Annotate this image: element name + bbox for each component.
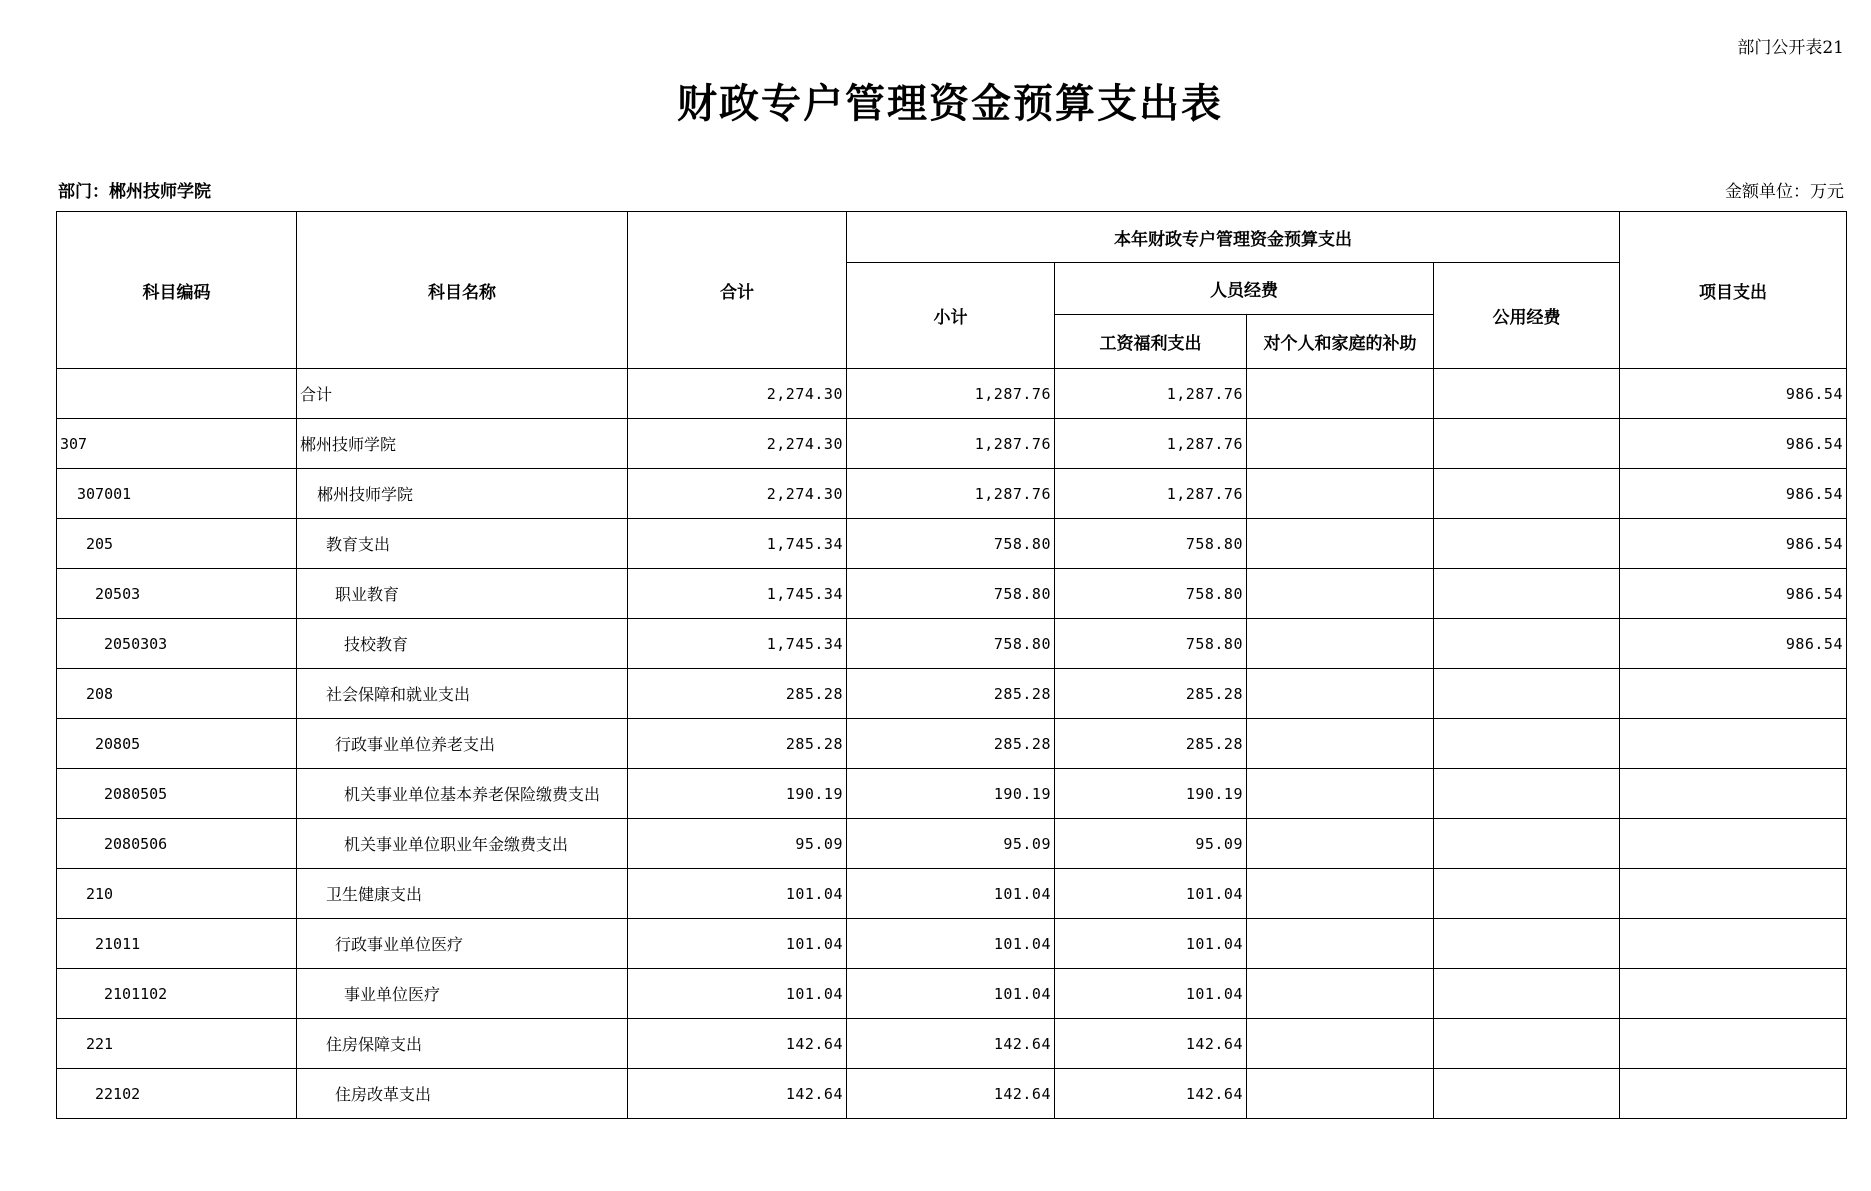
cell-salary: 101.04 <box>1055 969 1247 1019</box>
cell-salary: 1,287.76 <box>1055 369 1247 419</box>
cell-name: 机关事业单位职业年金缴费支出 <box>297 819 628 869</box>
cell-total: 1,745.34 <box>628 569 847 619</box>
cell-subsidy <box>1247 1069 1434 1119</box>
cell-subsidy <box>1247 369 1434 419</box>
header-subsidy: 对个人和家庭的补助 <box>1247 315 1434 369</box>
table-row <box>57 1019 1847 1069</box>
cell-code: 20503 <box>57 569 297 619</box>
cell-subsidy <box>1247 919 1434 969</box>
cell-total: 2,274.30 <box>628 469 847 519</box>
budget-table <box>56 211 1847 1119</box>
cell-public <box>1434 419 1620 469</box>
header-subtotal: 小计 <box>847 263 1055 369</box>
table-row <box>57 369 1847 419</box>
cell-public <box>1434 719 1620 769</box>
cell-total: 2,274.30 <box>628 369 847 419</box>
cell-total: 1,745.34 <box>628 519 847 569</box>
cell-salary: 101.04 <box>1055 869 1247 919</box>
cell-project: 986.54 <box>1620 619 1847 669</box>
cell-public <box>1434 369 1620 419</box>
cell-subtotal: 758.80 <box>847 569 1055 619</box>
cell-subtotal: 758.80 <box>847 519 1055 569</box>
table-row <box>57 819 1847 869</box>
header-code: 科目编码 <box>57 212 297 369</box>
cell-subsidy <box>1247 719 1434 769</box>
cell-subtotal: 101.04 <box>847 869 1055 919</box>
cell-project <box>1620 1069 1847 1119</box>
cell-subsidy <box>1247 769 1434 819</box>
cell-subtotal: 1,287.76 <box>847 469 1055 519</box>
table-row <box>57 769 1847 819</box>
cell-subsidy <box>1247 819 1434 869</box>
cell-subsidy <box>1247 469 1434 519</box>
cell-project <box>1620 669 1847 719</box>
cell-name: 事业单位医疗 <box>297 969 628 1019</box>
cell-salary: 758.80 <box>1055 569 1247 619</box>
cell-subsidy <box>1247 669 1434 719</box>
page-title: 财政专户管理资金预算支出表 <box>677 80 1223 127</box>
header-group: 本年财政专户管理资金预算支出 <box>847 212 1620 263</box>
cell-public <box>1434 769 1620 819</box>
table-row <box>57 969 1847 1019</box>
cell-project <box>1620 919 1847 969</box>
cell-subsidy <box>1247 569 1434 619</box>
cell-public <box>1434 669 1620 719</box>
cell-project: 986.54 <box>1620 369 1847 419</box>
cell-salary: 142.64 <box>1055 1069 1247 1119</box>
cell-public <box>1434 819 1620 869</box>
cell-subtotal: 142.64 <box>847 1069 1055 1119</box>
cell-name: 行政事业单位医疗 <box>297 919 628 969</box>
cell-salary: 95.09 <box>1055 819 1247 869</box>
table-row <box>57 719 1847 769</box>
header-personnel: 人员经费 <box>1055 263 1434 315</box>
cell-project <box>1620 1019 1847 1069</box>
cell-subtotal: 95.09 <box>847 819 1055 869</box>
cell-public <box>1434 919 1620 969</box>
cell-name: 教育支出 <box>297 519 628 569</box>
cell-subtotal: 285.28 <box>847 669 1055 719</box>
header-public: 公用经费 <box>1434 263 1620 369</box>
table-row <box>57 919 1847 969</box>
header-salary: 工资福利支出 <box>1055 315 1247 369</box>
table-row <box>57 469 1847 519</box>
cell-total: 190.19 <box>628 769 847 819</box>
cell-name: 郴州技师学院 <box>297 419 628 469</box>
cell-name: 机关事业单位基本养老保险缴费支出 <box>297 769 628 819</box>
cell-public <box>1434 469 1620 519</box>
cell-subtotal: 101.04 <box>847 969 1055 1019</box>
cell-project <box>1620 769 1847 819</box>
cell-name: 社会保障和就业支出 <box>297 669 628 719</box>
cell-name: 卫生健康支出 <box>297 869 628 919</box>
table-row <box>57 1069 1847 1119</box>
cell-code: 21011 <box>57 919 297 969</box>
cell-name: 职业教育 <box>297 569 628 619</box>
cell-public <box>1434 1069 1620 1119</box>
cell-total: 101.04 <box>628 919 847 969</box>
table-row <box>57 669 1847 719</box>
cell-code: 205 <box>57 519 297 569</box>
cell-subtotal: 1,287.76 <box>847 419 1055 469</box>
cell-total: 285.28 <box>628 719 847 769</box>
cell-code: 221 <box>57 1019 297 1069</box>
cell-public <box>1434 569 1620 619</box>
cell-subtotal: 142.64 <box>847 1019 1055 1069</box>
cell-project: 986.54 <box>1620 469 1847 519</box>
cell-salary: 758.80 <box>1055 619 1247 669</box>
table-row <box>57 419 1847 469</box>
cell-total: 1,745.34 <box>628 619 847 669</box>
cell-code: 2101102 <box>57 969 297 1019</box>
table-row <box>57 619 1847 669</box>
cell-project: 986.54 <box>1620 419 1847 469</box>
cell-project <box>1620 819 1847 869</box>
cell-subtotal: 758.80 <box>847 619 1055 669</box>
cell-total: 142.64 <box>628 1019 847 1069</box>
header-project: 项目支出 <box>1620 212 1847 369</box>
cell-salary: 142.64 <box>1055 1019 1247 1069</box>
header-total: 合计 <box>628 212 847 369</box>
cell-code: 307 <box>57 419 297 469</box>
cell-code: 210 <box>57 869 297 919</box>
cell-subsidy <box>1247 969 1434 1019</box>
cell-project: 986.54 <box>1620 569 1847 619</box>
cell-subtotal: 101.04 <box>847 919 1055 969</box>
cell-subsidy <box>1247 419 1434 469</box>
cell-subtotal: 285.28 <box>847 719 1055 769</box>
cell-code: 2080506 <box>57 819 297 869</box>
cell-public <box>1434 1019 1620 1069</box>
cell-public <box>1434 869 1620 919</box>
cell-code <box>57 369 297 419</box>
cell-project <box>1620 719 1847 769</box>
cell-code: 20805 <box>57 719 297 769</box>
cell-subsidy <box>1247 869 1434 919</box>
cell-public <box>1434 519 1620 569</box>
cell-public <box>1434 969 1620 1019</box>
cell-total: 101.04 <box>628 869 847 919</box>
header-name: 科目名称 <box>297 212 628 369</box>
cell-code: 2050303 <box>57 619 297 669</box>
cell-total: 285.28 <box>628 669 847 719</box>
table-row <box>57 519 1847 569</box>
cell-subsidy <box>1247 619 1434 669</box>
cell-name: 郴州技师学院 <box>297 469 628 519</box>
cell-name: 住房改革支出 <box>297 1069 628 1119</box>
cell-project <box>1620 869 1847 919</box>
cell-name: 住房保障支出 <box>297 1019 628 1069</box>
cell-salary: 1,287.76 <box>1055 419 1247 469</box>
cell-salary: 285.28 <box>1055 669 1247 719</box>
cell-subtotal: 1,287.76 <box>847 369 1055 419</box>
cell-total: 142.64 <box>628 1069 847 1119</box>
cell-subsidy <box>1247 519 1434 569</box>
cell-code: 2080505 <box>57 769 297 819</box>
cell-salary: 285.28 <box>1055 719 1247 769</box>
table-row <box>57 869 1847 919</box>
cell-public <box>1434 619 1620 669</box>
cell-name: 合计 <box>297 369 628 419</box>
department-label: 部门：郴州技师学院 <box>58 182 211 202</box>
cell-total: 101.04 <box>628 969 847 1019</box>
cell-name: 行政事业单位养老支出 <box>297 719 628 769</box>
cell-project: 986.54 <box>1620 519 1847 569</box>
cell-salary: 1,287.76 <box>1055 469 1247 519</box>
page-number: 部门公开表21 <box>1737 38 1844 58</box>
cell-salary: 758.80 <box>1055 519 1247 569</box>
cell-subsidy <box>1247 1019 1434 1069</box>
cell-salary: 101.04 <box>1055 919 1247 969</box>
cell-code: 307001 <box>57 469 297 519</box>
cell-code: 208 <box>57 669 297 719</box>
cell-name: 技校教育 <box>297 619 628 669</box>
cell-salary: 190.19 <box>1055 769 1247 819</box>
cell-code: 22102 <box>57 1069 297 1119</box>
table-row <box>57 569 1847 619</box>
cell-project <box>1620 969 1847 1019</box>
cell-total: 95.09 <box>628 819 847 869</box>
cell-total: 2,274.30 <box>628 419 847 469</box>
cell-subtotal: 190.19 <box>847 769 1055 819</box>
unit-label: 金额单位：万元 <box>1725 182 1844 202</box>
